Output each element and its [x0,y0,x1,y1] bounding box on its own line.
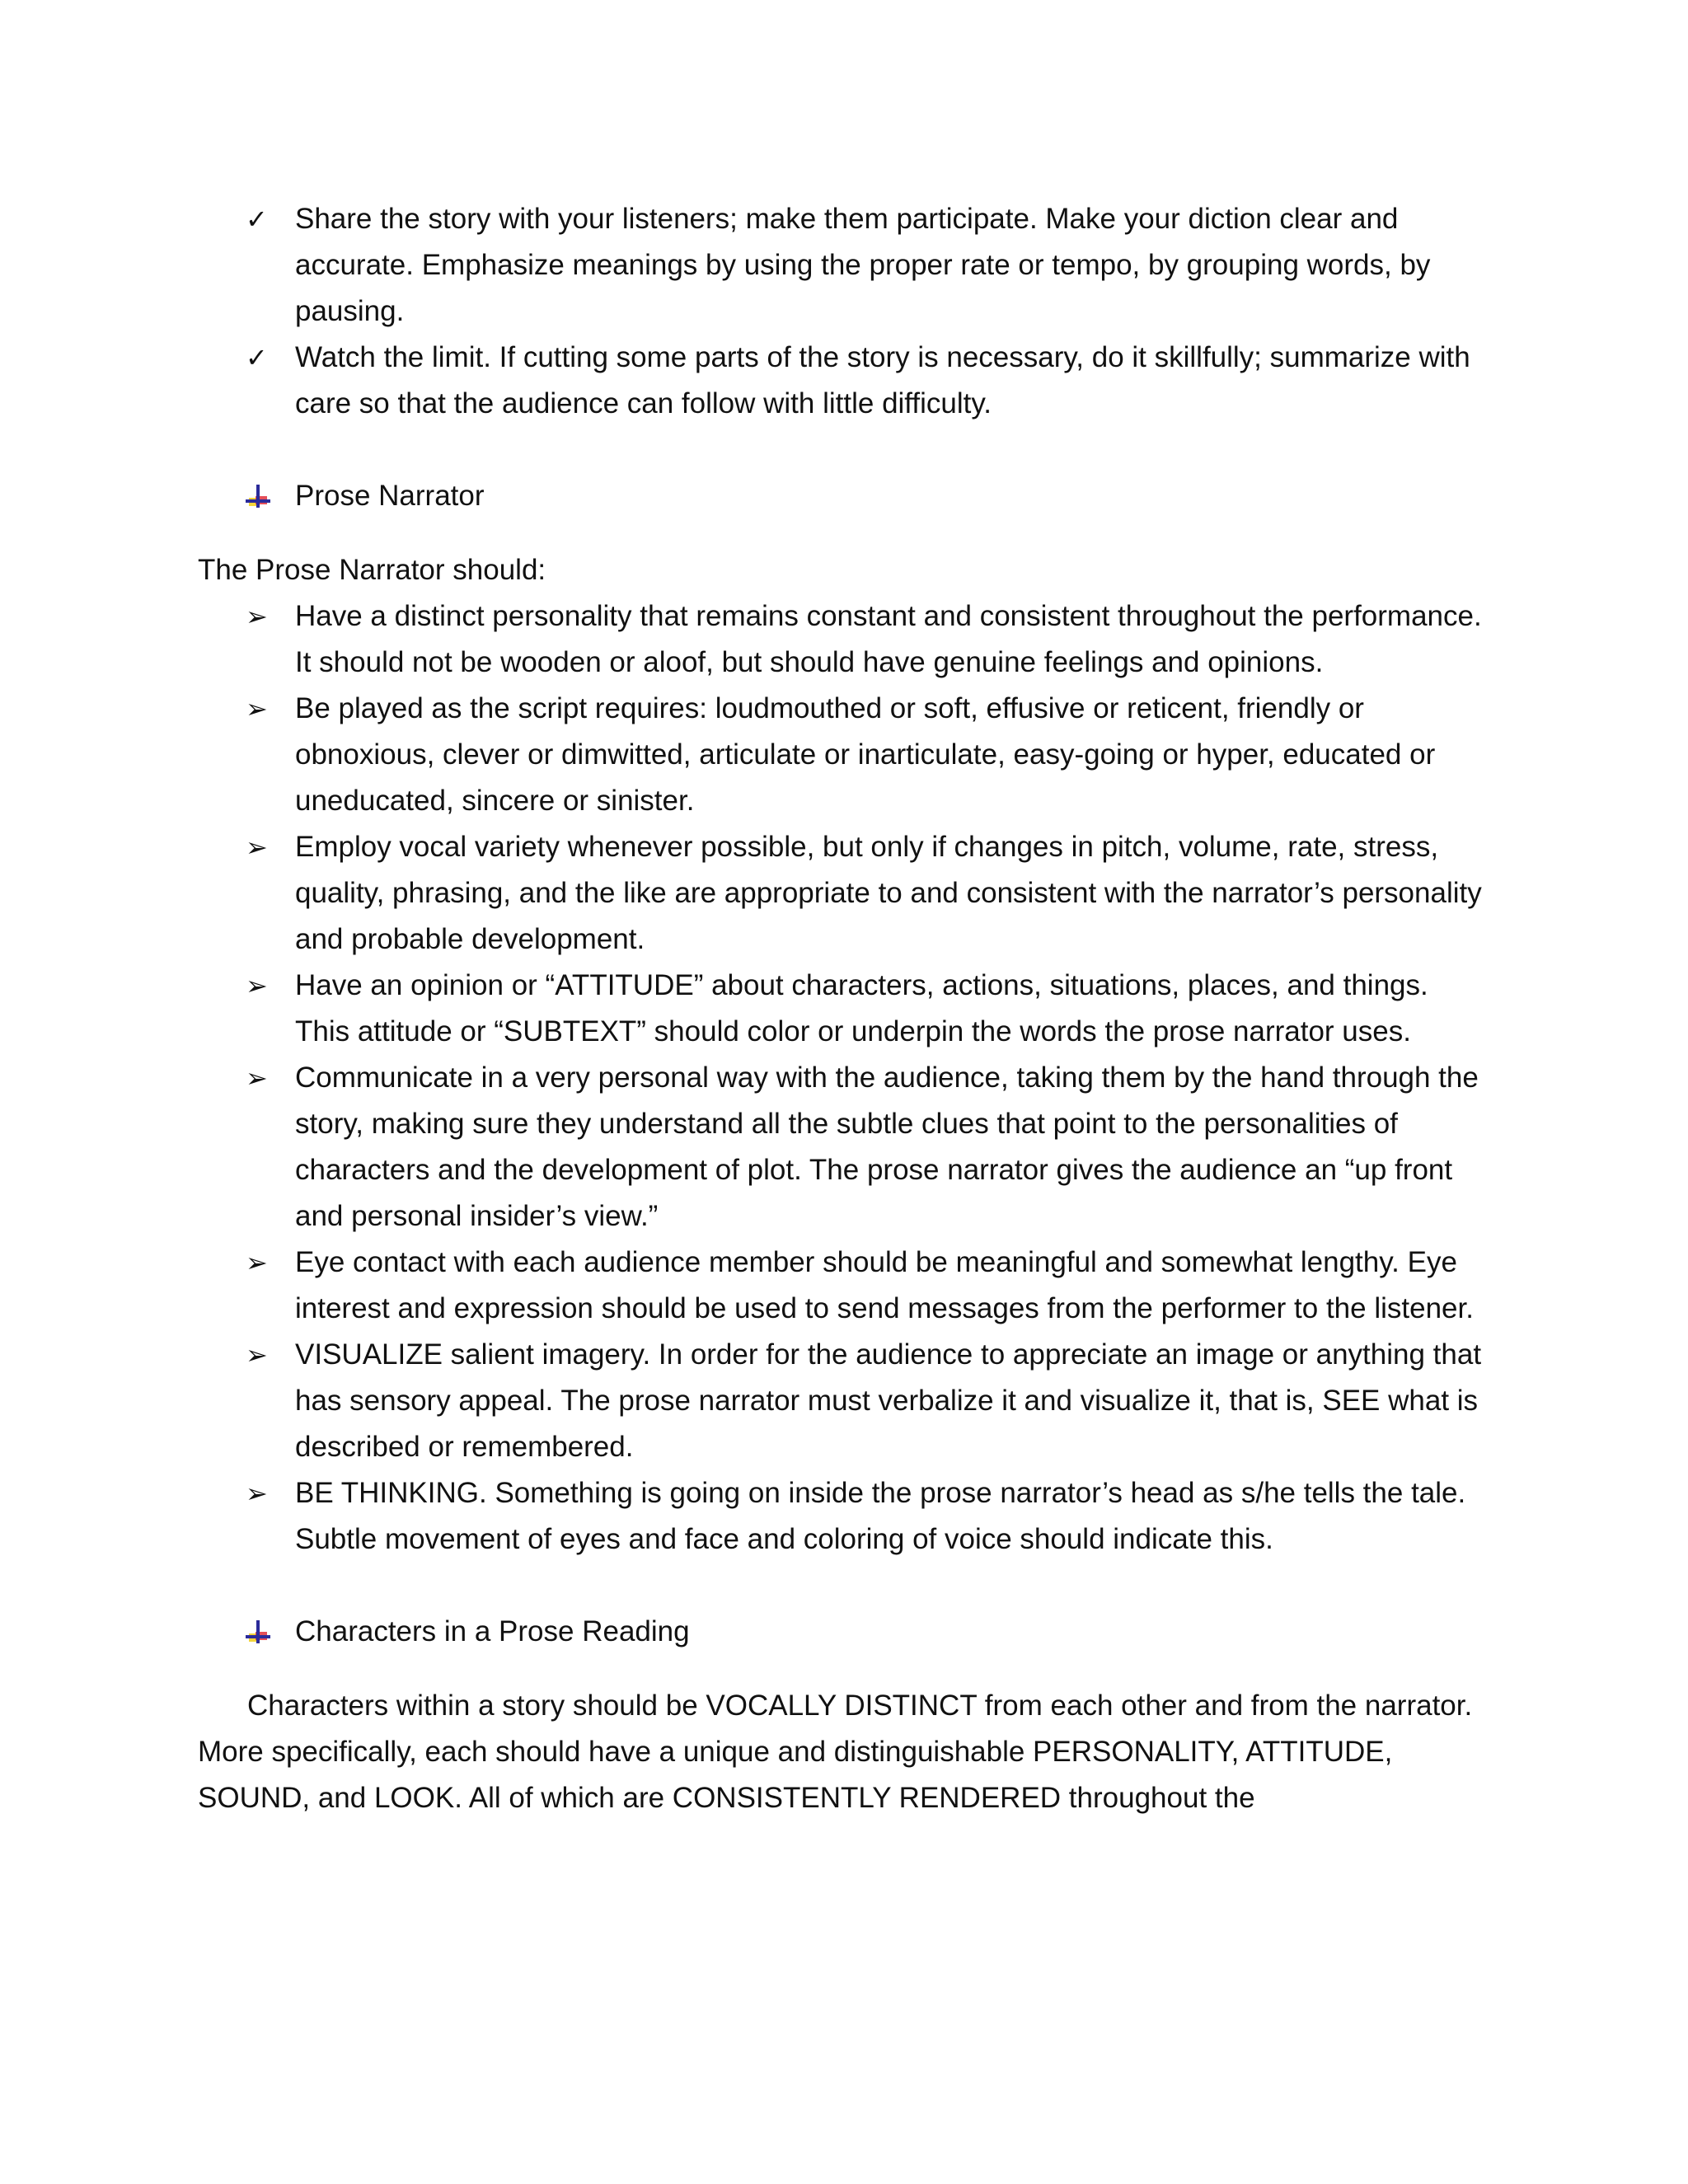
checkmark-icon: ✓ [246,204,268,235]
section-intro: The Prose Narrator should: [198,554,546,586]
section-heading-text: Characters in a Prose Reading [295,1615,690,1647]
list-item-text: Share the story with your listeners; make them participate. Make your diction clear and accurate. Emphasize meanings by using the proper rate or tempo, by grouping words, by pausing. [295,203,1431,327]
arrowhead-bullet-icon: ➢ [246,1339,268,1371]
list-item [198,686,1484,824]
list-item-text: Eye contact with each audience member should be meaningful and somewhat lengthy. Eye interest and expression should be used to send messages from the performer to the listener. [295,1246,1474,1324]
list-item [198,963,1484,1055]
list-item [198,593,1484,686]
list-item [198,196,1484,335]
page-content [198,196,1484,1821]
pushpin-bullet-icon [246,483,270,509]
list-item-text: Communicate in a very personal way with the audience, taking them by the hand through the story, making sure they understand all the subtle clues that point to the personalities of characters and the development of plot. The prose narrator gives the audience an “up front and personal insider’s view.” [295,1062,1479,1232]
arrowhead-bullet-icon: ➢ [246,693,268,724]
arrowhead-bullet-icon: ➢ [246,1247,268,1278]
list-item [198,1332,1484,1470]
pushpin-bullet-icon [246,1619,270,1645]
section-heading-text: Prose Narrator [295,480,485,512]
list-item-text: Employ vocal variety whenever possible, but only if changes in pitch, volume, rate, stress, quality, phrasing, and the like are appropriate to and consistent with the narrator’s personality and probable development. [295,831,1482,955]
list-item-text: Have an opinion or “ATTITUDE” about characters, actions, situations, places, and things. This attitude or “SUBTEXT” should color or underpin the words the prose narrator uses. [295,969,1428,1047]
arrowhead-bullet-icon: ➢ [246,1062,268,1094]
arrowhead-bullet-icon: ➢ [246,970,268,1001]
arrowhead-bullet-icon: ➢ [246,832,268,863]
tips-list [198,196,1484,427]
list-item [198,1240,1484,1332]
list-item-text: Watch the limit. If cutting some parts of the story is necessary, do it skillfully; summarize with care so that the audience can follow with little difficulty. [295,341,1470,419]
list-item-text: Be played as the script requires: loudmouthed or soft, effusive or reticent, friendly or obnoxious, clever or dimwitted, articulate or inarticulate, easy-going or hyper, educated or uneducated, sincere or sinister. [295,692,1436,817]
arrowhead-bullet-icon: ➢ [246,1478,268,1509]
list-item [198,1055,1484,1240]
narrator-list [198,593,1484,1563]
arrowhead-bullet-icon: ➢ [246,601,268,632]
list-item-text: Have a distinct personality that remains constant and consistent throughout the performance. It should not be wooden or aloof, but should have genuine feelings and opinions. [295,600,1482,678]
list-item [198,335,1484,427]
checkmark-icon: ✓ [246,342,268,373]
list-item-text: VISUALIZE salient imagery. In order for the audience to appreciate an image or anything that has sensory appeal. The prose narrator must verbalize it and visualize it, that is, SEE what is described or remembered. [295,1338,1482,1463]
list-item-text: BE THINKING. Something is going on inside the prose narrator’s head as s/he tells the tale. Subtle movement of eyes and face and coloring of voice should indicate this. [295,1477,1466,1555]
list-item [198,824,1484,963]
characters-paragraph: Characters within a story should be VOCALLY DISTINCT from each other and from the narrator. More specifically, each should have a unique and distinguishable PERSONALITY, ATTITUDE, SOUND, and LOOK. All of which are CONSISTENTLY RENDERED throughout the [198,1690,1473,1814]
list-item [198,1470,1484,1563]
section-heading-characters [198,1609,1484,1655]
section-heading-prose-narrator [198,473,1484,519]
